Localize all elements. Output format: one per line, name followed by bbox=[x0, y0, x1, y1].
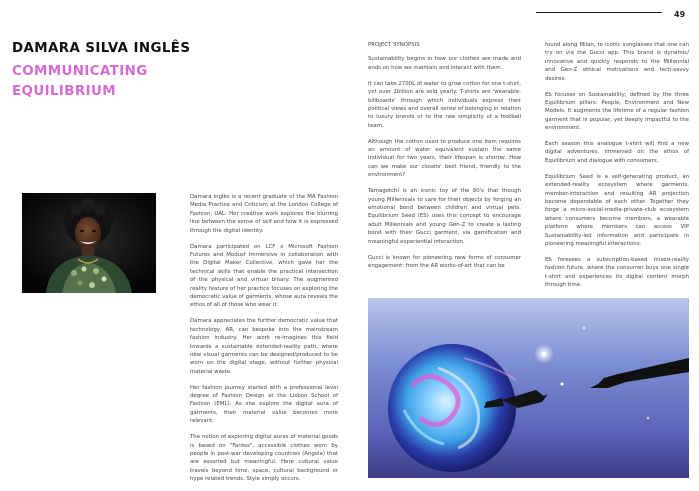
synopsis-paragraph: Sustainability begins in how our clothes are made and ends on how we maintain and interact with them. bbox=[368, 56, 521, 71]
portrait-illustration bbox=[22, 193, 156, 293]
synopsis-paragraph: Each season this analogue t-shirt will find a new digital adventures, immersed on the ethos of Equilibrium and dialogue with consumers. bbox=[545, 141, 689, 164]
bio-paragraph: Damara participated on LCF x Microsoft Fashion Futures and Modusf Immersive in collaboration with the Digital Maker Collective, which gave her the technical skills that enable the practical intersection of the physical and virtual binary. The augmented reality feature of her practice focuses on exploring the democratic value of garments, whose aura reveals the ethos of all of those who wear it. bbox=[190, 243, 338, 309]
project-artwork bbox=[368, 298, 689, 478]
synopsis-column-2 bbox=[545, 41, 689, 297]
bio-paragraph: Her fashion journey started with a professional level degree of Fashion Design at the Lisbon School of Fashion (EML). As she explore the digital aura of garments, their material value becomes more relevant. bbox=[190, 384, 338, 425]
synopsis-paragraph: ES foresees a subscription-based mixed-reality fashion future, where the consumer buys one single t-shirt and experiences its digital content morph through time. bbox=[545, 256, 689, 289]
synopsis-paragraph: found along Milan, to iconic sunglasses that one can try on via the Gucci app. This brand is dynamic/ innovative and quickly responds to the Millennial and Gen-Z ethical motivations and tech-savvy desires. bbox=[545, 42, 689, 82]
page-number: 49 bbox=[674, 10, 686, 19]
synopsis-paragraph: Equilibrium Seed is a self-generating product, an extended-reality ecosystem where garments, member-interaction and resulting AR projection become dependable of each other. Together they forge a micro-social-media-private-club ecosystem where consumers become members, a wearable platform where members can access VIP Sustainability-led information and participate in pioneering meaningful interactions. bbox=[545, 173, 689, 248]
bio-paragraph: Damara Inglês is a recent graduate of the MA Fashion Media Practice and Criticism at the London College of Fashion, UAL. Her creative work explores the blurring line between the sense of self and how it is expressed through the digital identity. bbox=[190, 194, 338, 234]
synopsis-paragraph: ES focuses on Sustainability, defined by the three Equilibrium pillars: People, Environment and New Models. It augments the lifetime of a regular fashion garment that is popular, yet deeply impactful to the environment. bbox=[545, 91, 689, 132]
synopsis-paragraph: It can take 2700L of water to grow cotton for one t-shirt, yet over 2billion are sold yearly. T-shirts are 'wearable-billboards' through which individuals express their political views and overall sense of belonging in relation to luxury brands or to the raw simplicity of a football team. bbox=[368, 80, 521, 129]
designer-name: DAMARA SILVA INGLÊS bbox=[12, 41, 191, 56]
header-rule bbox=[536, 12, 662, 13]
bio-column bbox=[190, 193, 338, 491]
synopsis-paragraph: Although the cotton used to produce one item requires an amount of water equivalent sustain the same individual for two years, their lifespan is shorter. How can we make our closets' best friend, friendly to the environment? bbox=[368, 138, 521, 179]
artwork-illustration bbox=[368, 298, 689, 478]
synopsis-label: PROJECT SYNOPSIS bbox=[368, 42, 420, 48]
project-title: COMMUNICATING EQUILIBRIUM bbox=[12, 64, 148, 99]
bio-paragraph: Damara appreciates the further democratic value that technology, AR, can bespoke into the mainstream fashion industry. Her work re-imagines this field towards a sustainable extended-reality path, where new visual garments can be designed/produced to be worn on the digital stage, without further physical material waste. bbox=[190, 318, 338, 375]
synopsis-paragraph: Tamagotchi is an iconic toy of the 90's that though young Millennials to care for their objects by forging an emotional bond between children and virtual pets. Equilibrium Seed (ES) uses this concept to encourage adult Millennials and young Gen-Z to create a lasting bond with their Gucci garment, via gamification and meaningful experiential interaction. bbox=[368, 188, 521, 245]
synopsis-column-1 bbox=[368, 41, 521, 278]
bio-paragraph: The notion of exploring digital auras of material goods is based on "Fardos", accessible clothes worn by people in post-war developing countries (Angola) that are assorted but meaningful. Here cultural value travels beyond time, space, cultural background or hype related trends. Style simply occurs. bbox=[190, 434, 338, 483]
synopsis-paragraph: Gucci is known for pioneering new forms of consumer engagement: from the AR works-of-art that can be bbox=[368, 254, 521, 269]
designer-portrait bbox=[22, 193, 156, 293]
